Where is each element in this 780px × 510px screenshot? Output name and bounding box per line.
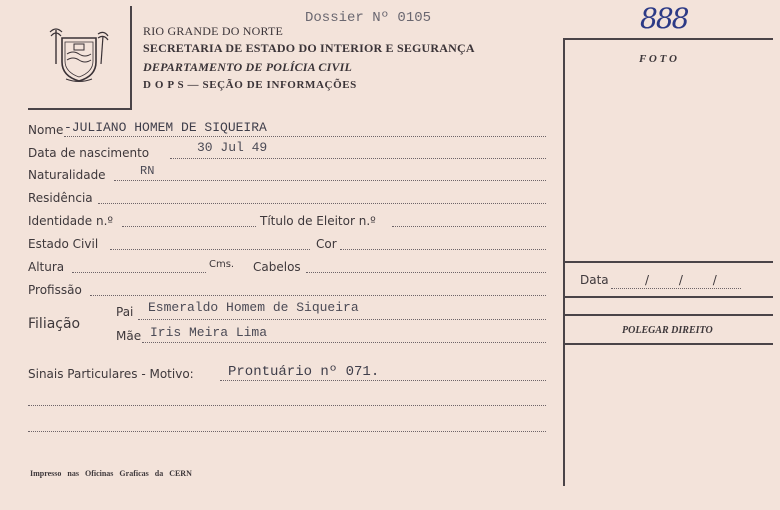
- estado-civil-dots: [110, 249, 310, 250]
- printer-imprint: Impresso nas Oficinas Graficas da CERN: [30, 469, 192, 478]
- cor-label: Cor: [316, 237, 337, 251]
- dossier-number: Dossier Nº 0105: [305, 10, 432, 26]
- cabelos-dots: [306, 272, 546, 273]
- nascimento-label: Data de nascimento: [28, 146, 150, 160]
- thumb-box-title: POLEGAR DIREITO: [622, 325, 713, 336]
- naturalidade-dots: [114, 180, 546, 181]
- identidade-label: Identidade n.º: [28, 214, 114, 228]
- photo-date-label: Data: [580, 273, 609, 287]
- pai-value: Esmeraldo Homem de Siqueira: [148, 300, 359, 315]
- cms-label: Cms.: [209, 259, 235, 270]
- sinais-value: Prontuário nº 071.: [228, 364, 380, 380]
- cor-dots: [340, 249, 546, 250]
- blank-line-1: [28, 405, 546, 406]
- altura-label: Altura: [28, 260, 65, 274]
- photo-box-date-separator: [563, 261, 773, 263]
- nome-label: Nome: [28, 123, 64, 137]
- header-divider-vertical: [130, 6, 132, 110]
- photo-box-title: F O T O: [639, 53, 677, 65]
- pai-dots: [138, 319, 546, 320]
- cabelos-label: Cabelos: [253, 260, 301, 274]
- header-secretaria: SECRETARIA DE ESTADO DO INTERIOR E SEGURANÇA: [143, 41, 475, 55]
- filiacao-label: Filiação: [28, 316, 81, 332]
- nascimento-value: 30 Jul 49: [197, 140, 268, 155]
- photo-box-border-top: [563, 38, 773, 40]
- photo-box-bottom: [563, 296, 773, 298]
- photo-date-dots: [611, 288, 741, 289]
- thumb-box-top: [563, 314, 773, 316]
- pai-label: Pai: [116, 305, 134, 319]
- nome-value: -JULIANO HOMEM DE SIQUEIRA: [64, 120, 267, 135]
- residencia-dots: [98, 203, 546, 204]
- altura-dots: [72, 272, 206, 273]
- mae-label: Mãe: [116, 329, 142, 343]
- coat-of-arms-emblem: [48, 24, 110, 84]
- naturalidade-label: Naturalidade: [28, 168, 106, 182]
- sinais-motivo-label: Sinais Particulares - Motivo:: [28, 367, 194, 381]
- titulo-eleitor-dots: [392, 226, 546, 227]
- header-state: RIO GRANDE DO NORTE: [143, 24, 284, 38]
- profissao-label: Profissão: [28, 283, 82, 297]
- mae-value: Iris Meira Lima: [150, 325, 268, 340]
- header-divider-horizontal: [28, 108, 131, 110]
- identidade-dots: [122, 226, 256, 227]
- titulo-eleitor-label: Título de Eleitor n.º: [260, 214, 376, 228]
- mae-dots: [142, 342, 546, 343]
- handwritten-number: 888: [640, 2, 688, 35]
- header-departamento: DEPARTAMENTO DE POLÍCIA CIVIL: [143, 60, 353, 74]
- profissao-dots: [90, 295, 546, 296]
- nascimento-dots: [170, 158, 546, 159]
- residencia-label: Residência: [28, 191, 93, 205]
- sinais-dots: [220, 380, 546, 381]
- naturalidade-value: RN: [140, 164, 155, 178]
- photo-date-value: / / /: [645, 273, 717, 287]
- blank-line-2: [28, 431, 546, 432]
- estado-civil-label: Estado Civil: [28, 237, 99, 251]
- thumb-box-title-separator: [563, 343, 773, 345]
- nome-dots: [64, 136, 546, 137]
- header-dops: D O P S — SEÇÃO DE INFORMAÇÕES: [143, 79, 357, 91]
